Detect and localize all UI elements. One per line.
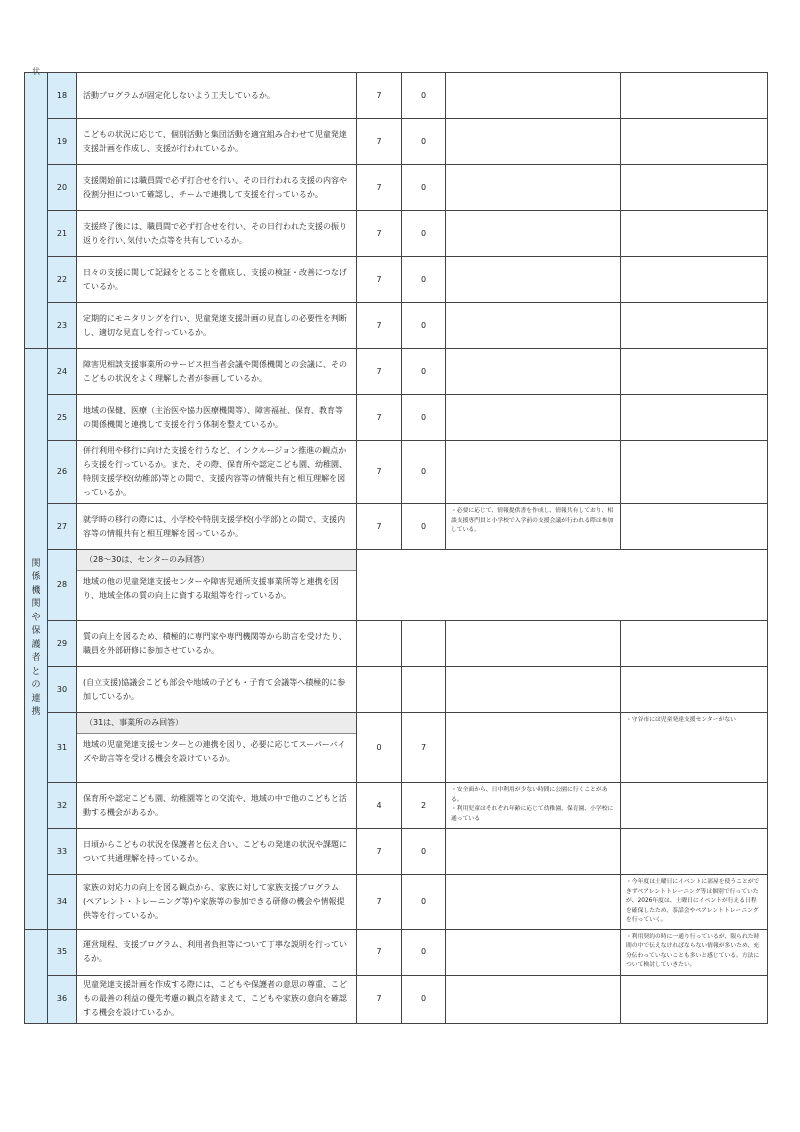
yes-count: 7 <box>357 349 402 395</box>
row-number: 36 <box>48 975 77 1023</box>
row-number: 18 <box>48 73 77 119</box>
note2-cell <box>621 829 768 875</box>
note-cell <box>446 829 621 875</box>
table-row <box>25 829 768 875</box>
table-row <box>25 550 768 621</box>
note2-cell <box>621 395 768 441</box>
table-row <box>25 783 768 829</box>
row-number: 20 <box>48 165 77 211</box>
note-cell: ・安全面から、日中利用が少ない時間に公園に行くことがある。 ・利用児童はそれぞれ年齢に応じて幼稚園、保育園、小学校に通っている <box>446 783 621 829</box>
yes-count: 7 <box>357 875 402 930</box>
question-text: 就学時の移行の際には、小学校や特別支援学校(小学部)との間で、支援内容等の情報共有と相互理解を図っているか。 <box>77 504 357 550</box>
no-count: 0 <box>402 165 446 211</box>
table-row <box>25 119 768 165</box>
yes-count: 7 <box>357 395 402 441</box>
category-cell-top <box>25 67 48 349</box>
table-row <box>25 929 768 975</box>
table-row <box>25 349 768 395</box>
note2-cell <box>621 621 768 667</box>
evaluation-sheet <box>24 67 768 1024</box>
row-number: 21 <box>48 211 77 257</box>
table-row <box>25 211 768 257</box>
yes-count: 7 <box>357 73 402 119</box>
row-number: 34 <box>48 875 77 930</box>
question-text: 地域の児童発達支援センターとの連携を図り、必要に応じてスーパーバイズや助言等を受ける機会を設けているか。 <box>83 740 346 763</box>
evaluation-table <box>24 67 768 1024</box>
note-cell <box>446 211 621 257</box>
note-cell <box>446 875 621 930</box>
note-cell <box>446 929 621 975</box>
table-row <box>25 303 768 349</box>
yes-count: 7 <box>357 165 402 211</box>
row-number: 29 <box>48 621 77 667</box>
yes-count: 7 <box>357 504 402 550</box>
note2-cell: ・利用契約の時に一通り行っているが、限られた時間の中で伝えなければならない情報が多いため、充分伝わっていないことも多いと感じている。方法について検討していきたい。 <box>621 929 768 975</box>
note2-cell <box>621 211 768 257</box>
table-row <box>25 975 768 1023</box>
table-row <box>25 73 768 119</box>
note-cell <box>446 73 621 119</box>
no-count: 0 <box>402 504 446 550</box>
yes-count: 7 <box>357 975 402 1023</box>
category-cell-bottom <box>25 929 48 1023</box>
table-row <box>25 875 768 930</box>
no-count: 0 <box>402 441 446 504</box>
no-count: 0 <box>402 211 446 257</box>
note-cell <box>446 621 621 667</box>
yes-count: 7 <box>357 303 402 349</box>
yes-count: 4 <box>357 783 402 829</box>
note-cell <box>446 303 621 349</box>
question-cell <box>77 550 357 621</box>
answer-scope-note: （31は、事業所のみ回答） <box>77 713 356 734</box>
question-text: 運営規程、支援プログラム、利用者負担等について丁寧な説明を行っているか。 <box>77 929 357 975</box>
no-count: 7 <box>402 713 446 783</box>
note2-cell: ・今年度は土曜日にイベントに部屋を使うことができずペアレントトレーニング等は個別で行っていたが、2026年度は、土曜日にイベントが行える日程を確保したため、茶話会やペアレントトレーニングを行っていく。 <box>621 875 768 930</box>
question-text: 地域の保健、医療（主治医や協力医療機関等）、障害福祉、保育、教育等の関係機関と連携して支援を行う体制を整えているか。 <box>77 395 357 441</box>
note2-cell <box>621 504 768 550</box>
row-number: 27 <box>48 504 77 550</box>
table-row <box>25 257 768 303</box>
note2-cell <box>621 165 768 211</box>
answer-scope-note: （28～30は、センターのみ回答） <box>77 550 356 571</box>
note-cell <box>446 119 621 165</box>
note2-cell <box>621 667 768 713</box>
note2-cell <box>621 975 768 1023</box>
question-text: 定期的にモニタリングを行い、児童発達支援計画の見直しの必要性を判断し、適切な見直しを行っているか。 <box>77 303 357 349</box>
yes-count: 0 <box>357 713 402 783</box>
note-cell <box>446 165 621 211</box>
yes-count: 7 <box>357 119 402 165</box>
row-number: 26 <box>48 441 77 504</box>
question-text: 保育所や認定こども園、幼稚園等との交流や、地域の中で他のこどもと活動する機会があるか。 <box>77 783 357 829</box>
yes-count <box>357 621 402 667</box>
category-top-fragment: 状 <box>32 67 40 76</box>
category-relations <box>25 349 48 930</box>
question-cell <box>77 713 357 783</box>
note2-cell <box>621 349 768 395</box>
question-text: (自立支援)協議会こども部会や地域の子ども・子育て会議等へ積極的に参加しているか。 <box>77 667 357 713</box>
note-cell <box>446 975 621 1023</box>
yes-count: 7 <box>357 929 402 975</box>
note2-cell <box>621 441 768 504</box>
question-text: こどもの状況に応じて、個別活動と集団活動を適宜組み合わせて児童発達支援計画を作成し、支援が行われているか。 <box>77 119 357 165</box>
question-text: 児童発達支援計画を作成する際には、こどもや保護者の意思の尊重、こどもの最善の利益の優先考慮の観点を踏まえて、こどもや家族の意向を確認する機会を設けているか。 <box>77 975 357 1023</box>
note-cell <box>446 395 621 441</box>
note2-cell <box>621 783 768 829</box>
no-count <box>402 667 446 713</box>
question-text: 併行利用や移行に向けた支援を行うなど、インクルージョン推進の観点から支援を行っているか。また、その際、保育所や認定こども園、幼稚園、特別支援学校(幼稚部)等との間で、支援内容等の情報共有と相互理解を図っているか。 <box>77 441 357 504</box>
no-count: 2 <box>402 783 446 829</box>
note2-cell <box>621 303 768 349</box>
no-count: 0 <box>402 303 446 349</box>
row-number: 24 <box>48 349 77 395</box>
row-number: 19 <box>48 119 77 165</box>
note-cell <box>446 713 621 783</box>
row-number: 25 <box>48 395 77 441</box>
merged-empty-cell <box>357 550 768 621</box>
yes-count: 7 <box>357 257 402 303</box>
note2-cell <box>621 257 768 303</box>
question-text: 地域の他の児童発達支援センターや障害児通所支援事業所等と連携を図り、地域全体の質の向上に資する取組等を行っているか。 <box>83 577 339 600</box>
table-row <box>25 504 768 550</box>
question-text: 日頃からこどもの状況を保護者と伝え合い、こどもの発達の状況や課題について共通理解を持っているか。 <box>77 829 357 875</box>
no-count: 0 <box>402 349 446 395</box>
category-relations-label: 関係機関や保護者との連携 <box>31 558 41 718</box>
no-count <box>402 621 446 667</box>
table-row <box>25 441 768 504</box>
question-text: 日々の支援に関して記録をとることを徹底し、支援の検証・改善につなげているか。 <box>77 257 357 303</box>
table-row <box>25 165 768 211</box>
no-count: 0 <box>402 929 446 975</box>
question-text: 支援開始前には職員間で必ず打合せを行い、その日行われる支援の内容や役割分担について確認し、チームで連携して支援を行っているか。 <box>77 165 357 211</box>
no-count: 0 <box>402 73 446 119</box>
table-row <box>25 395 768 441</box>
no-count: 0 <box>402 829 446 875</box>
row-number: 33 <box>48 829 77 875</box>
note-cell <box>446 441 621 504</box>
no-count: 0 <box>402 257 446 303</box>
question-text: 活動プログラムが固定化しないよう工夫しているか。 <box>77 73 357 119</box>
row-number: 28 <box>48 550 77 621</box>
row-number: 23 <box>48 303 77 349</box>
yes-count <box>357 667 402 713</box>
note2-cell: ・守谷市には児童発達支援センターがない <box>621 713 768 783</box>
yes-count: 7 <box>357 441 402 504</box>
table-row <box>25 621 768 667</box>
table-row <box>25 667 768 713</box>
row-number: 32 <box>48 783 77 829</box>
note2-cell <box>621 73 768 119</box>
note-cell <box>446 257 621 303</box>
row-number: 31 <box>48 713 77 783</box>
yes-count: 7 <box>357 829 402 875</box>
row-number: 35 <box>48 929 77 975</box>
question-text: 質の向上を図るため、積極的に専門家や専門機関等から助言を受けたり、職員を外部研修に参加させているか。 <box>77 621 357 667</box>
note-cell: ・必要に応じて、情報提供書を作成し、情報共有しており、相談支援専門員と小学校で入学前の支援会議が行われる際は参加している。 <box>446 504 621 550</box>
question-text: 支援終了後には、職員間で必ず打合せを行い、その日行われた支援の振り返りを行い､気付いた点等を共有しているか。 <box>77 211 357 257</box>
no-count: 0 <box>402 875 446 930</box>
row-number: 30 <box>48 667 77 713</box>
no-count: 0 <box>402 119 446 165</box>
question-text: 障害児相談支援事業所のサービス担当者会議や関係機関との会議に、そのこどもの状況をよく理解した者が参画しているか。 <box>77 349 357 395</box>
no-count: 0 <box>402 975 446 1023</box>
row-number: 22 <box>48 257 77 303</box>
note2-cell <box>621 119 768 165</box>
note-cell <box>446 667 621 713</box>
note-cell <box>446 349 621 395</box>
yes-count: 7 <box>357 211 402 257</box>
question-text: 家族の対応力の向上を図る観点から、家族に対して家族支援プログラム(ペアレント・トレーニング等)や家族等の参加できる研修の機会や情報提供等を行っているか。 <box>77 875 357 930</box>
no-count: 0 <box>402 395 446 441</box>
table-row <box>25 713 768 783</box>
